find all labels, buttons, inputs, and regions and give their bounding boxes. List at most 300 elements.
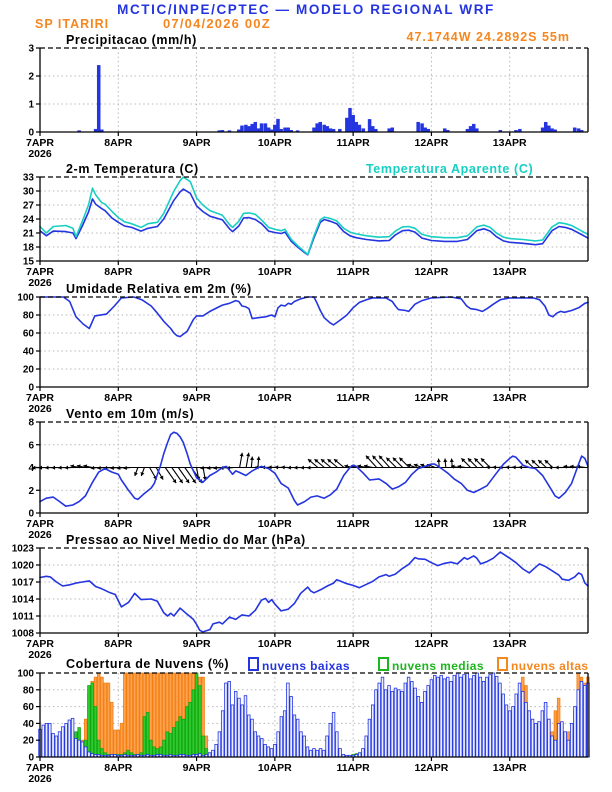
cloud-bar <box>94 707 97 757</box>
panel-title-precipitation: Precipitacao (mm/h) <box>66 33 197 47</box>
wind-arrowhead <box>300 466 303 470</box>
y-tick-label: 60 <box>22 702 34 714</box>
wind-arrowhead <box>257 457 261 461</box>
cloud-bar <box>130 673 133 757</box>
cloud-bar <box>280 717 283 757</box>
cloud-bar <box>150 740 153 757</box>
wind-arrowhead <box>250 457 254 461</box>
cloud-bar <box>104 683 107 757</box>
y-tick-label: 30 <box>22 186 34 198</box>
cloud-bar <box>270 749 273 757</box>
cloud-bar <box>110 702 113 757</box>
y-tick-label: 20 <box>22 364 34 376</box>
cloud-bar <box>440 676 443 757</box>
x-day-label: 12APR <box>414 762 449 774</box>
cloud-bar <box>319 749 322 757</box>
wind-arrowhead <box>110 466 114 470</box>
cloud-bar <box>564 732 567 757</box>
cloud-bar <box>156 673 159 757</box>
cloud-bar <box>71 718 74 757</box>
x-day-label: 10APR <box>257 518 292 530</box>
precip-bar <box>547 126 550 132</box>
x-day-label: 7APR <box>25 392 55 404</box>
x-year-label: 2026 <box>28 649 52 661</box>
x-day-label: 10APR <box>257 638 292 650</box>
precip-bar <box>352 115 355 132</box>
cloud-bar <box>303 736 306 757</box>
precip-bar <box>323 125 326 132</box>
precip-bar <box>319 122 322 132</box>
cloud-bar <box>309 750 312 757</box>
cloud-bar <box>557 723 560 757</box>
wind-arrowhead <box>549 465 552 469</box>
cloud-bar <box>179 717 182 757</box>
legend-label-mid: nuvens medias <box>392 659 484 673</box>
cloud-bar <box>476 673 479 757</box>
wind-arrowhead <box>555 465 558 469</box>
cloud-bar <box>528 711 531 757</box>
wind-arrowhead <box>281 465 284 469</box>
series-precipitation <box>78 65 584 132</box>
cloud-bar <box>544 702 547 757</box>
cloud-bar <box>322 750 325 757</box>
cloud-bar <box>326 736 329 757</box>
cloud-bar <box>182 719 185 757</box>
cloud-bar <box>306 747 309 757</box>
model-run-datetime: 07/04/2026 00Z <box>163 16 271 31</box>
cloud-bar <box>212 750 215 757</box>
y-tick-label: 24 <box>22 214 34 226</box>
wind-arrowhead <box>65 466 68 470</box>
y-tick-label: 100 <box>17 668 34 680</box>
cloud-bar <box>466 673 469 757</box>
x-year-label: 2026 <box>28 529 52 541</box>
cloud-bar <box>512 707 515 757</box>
wind-arrowhead <box>45 466 48 470</box>
precip-bar <box>355 122 358 132</box>
cloud-bar <box>133 673 136 757</box>
cloud-bar <box>388 686 391 757</box>
panel-title-apparent-temperature: Temperatura Aparente (C) <box>366 162 534 176</box>
cloud-bar <box>137 673 140 757</box>
y-tick-label: 27 <box>22 200 34 212</box>
cloud-bar <box>336 732 339 757</box>
y-tick-label: 80 <box>22 310 34 322</box>
series-wind-arrows <box>32 453 585 483</box>
x-day-label: 7APR <box>25 762 55 774</box>
cloud-bar <box>583 686 586 757</box>
cloud-bar <box>140 673 143 757</box>
cloud-bar <box>456 673 459 757</box>
precip-bar <box>244 125 247 132</box>
cloud-bar <box>287 683 290 757</box>
cloud-bar <box>91 683 94 757</box>
cloud-bar <box>166 732 169 757</box>
y-tick-label: 0 <box>28 127 34 139</box>
x-day-label: 8APR <box>104 762 133 774</box>
cloud-bar <box>107 683 110 757</box>
precip-bar <box>260 124 263 132</box>
precip-bar <box>417 122 420 132</box>
cloud-bar <box>508 711 511 757</box>
cloud-bar <box>567 740 570 757</box>
cloud-bar <box>169 733 172 757</box>
cloud-bar <box>124 673 127 757</box>
x-year-label: 2026 <box>28 403 52 415</box>
cloud-bar <box>313 749 316 757</box>
precip-bar <box>358 125 361 132</box>
cloud-bar <box>65 723 68 757</box>
y-tick-label: 3 <box>28 43 34 55</box>
cloud-bar <box>68 720 71 757</box>
cloud-bar <box>117 730 120 757</box>
panel-5 <box>12 544 588 662</box>
precip-bar <box>345 118 348 132</box>
cloud-bar <box>218 732 221 757</box>
y-tick-label: 1008 <box>11 628 34 640</box>
cloud-bar <box>411 681 414 757</box>
cloud-bar <box>254 732 257 757</box>
wind-arrowhead <box>307 466 310 470</box>
x-day-label: 12APR <box>414 392 449 404</box>
cloud-bar <box>296 719 299 757</box>
cloud-bar <box>499 683 502 757</box>
cloud-bar <box>84 747 87 757</box>
y-tick-label: 60 <box>22 328 34 340</box>
cloud-bar <box>52 733 55 757</box>
x-day-label: 13APR <box>492 392 527 404</box>
x-day-label: 9APR <box>182 518 211 530</box>
y-tick-label: 2 <box>28 71 34 83</box>
panel-4 <box>26 418 588 542</box>
cloud-bar <box>365 736 368 757</box>
cloud-bar <box>577 690 580 757</box>
cloud-bar <box>420 702 423 757</box>
cloud-bar <box>153 673 156 757</box>
x-day-label: 9APR <box>182 638 211 650</box>
cloud-bar <box>469 679 472 757</box>
wind-arrowhead <box>519 465 522 469</box>
precip-bar <box>421 124 424 132</box>
page-title: MCTIC/INPE/CPTEC — MODELO REGIONAL WRF <box>117 2 495 17</box>
cloud-bar <box>88 752 91 757</box>
y-tick-label: 0 <box>28 508 34 520</box>
precip-bar <box>251 124 254 132</box>
wind-arrowhead <box>493 465 496 469</box>
cloud-bar <box>561 722 564 757</box>
y-tick-label: 4 <box>28 463 34 474</box>
cloud-bar <box>202 736 205 757</box>
cloud-bar <box>473 676 476 757</box>
precip-bar <box>316 124 319 132</box>
cloud-bar <box>172 728 175 757</box>
cloud-bar <box>521 691 524 757</box>
cloud-bar <box>88 686 91 757</box>
cloud-bar <box>231 705 234 757</box>
cloud-bar <box>538 722 541 757</box>
wind-arrowhead <box>213 466 217 470</box>
cloud-bar <box>45 723 48 757</box>
series-line-blue <box>40 432 588 506</box>
cloud-bar <box>274 744 277 757</box>
x-day-label: 7APR <box>25 518 55 530</box>
y-tick-label: 0 <box>28 752 34 764</box>
cloud-bar <box>277 732 280 757</box>
x-day-label: 13APR <box>492 137 527 149</box>
cloud-bar <box>215 744 218 757</box>
wind-arrowhead <box>437 459 441 463</box>
x-year-label: 2026 <box>28 148 52 160</box>
cloud-bar <box>189 702 192 757</box>
cloud-bar <box>234 691 237 757</box>
cloud-bar <box>62 727 65 757</box>
wind-arrowhead <box>443 459 447 463</box>
cloud-bar <box>257 736 260 757</box>
x-day-label: 9APR <box>182 266 211 278</box>
y-tick-label: 40 <box>22 346 34 358</box>
cloud-bar <box>580 681 583 757</box>
precip-bar <box>276 119 279 132</box>
y-tick-label: 6 <box>28 440 34 452</box>
cloud-bar <box>391 691 394 757</box>
cloud-bar <box>433 676 436 757</box>
x-day-label: 8APR <box>104 266 133 278</box>
x-day-label: 10APR <box>257 762 292 774</box>
cloud-bar <box>414 688 417 757</box>
cloud-bar <box>228 681 231 757</box>
cloud-bar <box>489 675 492 757</box>
y-tick-label: 1020 <box>11 560 34 572</box>
y-tick-label: 40 <box>22 718 34 730</box>
cloud-bar <box>42 725 45 757</box>
cloud-bar <box>424 691 427 757</box>
cloud-bar <box>75 739 78 757</box>
x-day-label: 10APR <box>257 137 292 149</box>
x-day-label: 13APR <box>492 266 527 278</box>
cloud-bar <box>339 749 342 757</box>
cloud-bar <box>159 673 162 757</box>
precip-bar <box>254 122 257 132</box>
cloud-bar <box>251 719 254 757</box>
y-tick-label: 20 <box>22 735 34 747</box>
panel-title-wind: Vento em 10m (m/s) <box>66 407 195 421</box>
cloud-bar <box>535 723 538 757</box>
cloud-bar <box>329 723 332 757</box>
x-day-label: 7APR <box>25 638 55 650</box>
cloud-bar <box>195 673 198 757</box>
cloud-bar <box>554 740 557 757</box>
precip-bar <box>371 126 374 132</box>
cloud-bar <box>443 679 446 757</box>
x-day-label: 10APR <box>257 392 292 404</box>
x-day-label: 12APR <box>414 266 449 278</box>
precip-bar <box>264 124 267 132</box>
x-year-label: 2026 <box>28 277 52 289</box>
cloud-bar <box>430 680 433 757</box>
y-tick-label: 18 <box>22 242 34 254</box>
cloud-bar <box>143 717 146 757</box>
wind-arrowhead <box>506 465 509 469</box>
y-tick-label: 1 <box>28 99 34 111</box>
panel-title-pressure: Pressao ao Nivel Medio do Mar (hPa) <box>66 533 306 547</box>
cloud-bar <box>185 707 188 757</box>
cloud-bar <box>384 690 387 757</box>
x-day-label: 12APR <box>414 638 449 650</box>
wind-arrowhead <box>294 466 297 470</box>
series-line-blue <box>40 297 588 337</box>
cloud-bar <box>368 719 371 757</box>
cloud-bar <box>48 723 51 757</box>
panel-title-cloud-cover: Cobertura de Nuvens (%) <box>66 657 230 671</box>
cloud-bar <box>81 742 84 757</box>
cloud-bar <box>531 719 534 757</box>
cloud-bar <box>221 711 224 757</box>
y-tick-label: 1014 <box>11 594 34 606</box>
x-day-label: 11APR <box>336 518 370 530</box>
y-tick-label: 2 <box>28 485 34 497</box>
cloud-bar <box>463 675 466 757</box>
precip-bar <box>469 126 472 132</box>
wind-arrowhead <box>512 465 515 469</box>
wind-arrowhead <box>91 466 95 470</box>
x-day-label: 13APR <box>492 638 527 650</box>
cloud-bar <box>114 730 117 757</box>
x-day-label: 13APR <box>492 518 527 530</box>
cloud-bar <box>417 697 420 757</box>
cloud-bar <box>446 677 449 757</box>
cloud-bar <box>398 690 401 757</box>
cloud-bar <box>264 744 267 757</box>
x-day-label: 9APR <box>182 762 211 774</box>
precip-bar <box>273 125 276 132</box>
x-year-label: 2026 <box>28 773 52 785</box>
cloud-bar <box>78 740 81 757</box>
y-tick-label: 8 <box>28 417 34 429</box>
cloud-bar <box>55 736 58 757</box>
cloud-bar <box>300 732 303 757</box>
precip-bar <box>97 65 100 132</box>
cloud-bar <box>332 712 335 757</box>
cloud-bar <box>437 677 440 757</box>
x-day-label: 7APR <box>25 137 55 149</box>
cloud-bar <box>247 715 250 757</box>
cloud-bar <box>495 676 498 757</box>
y-tick-label: 1011 <box>12 611 34 623</box>
cloud-bar <box>120 723 123 757</box>
cloud-bar <box>371 705 374 757</box>
x-day-label: 8APR <box>104 518 133 530</box>
x-day-label: 12APR <box>414 137 449 149</box>
cloud-bar <box>225 683 228 757</box>
wind-arrowhead <box>450 459 454 463</box>
panel-6 <box>17 669 589 786</box>
cloud-bar <box>244 696 247 757</box>
wind-arrowhead <box>97 466 101 470</box>
series-line-blue <box>40 189 588 255</box>
x-day-label: 12APR <box>414 518 449 530</box>
x-day-label: 7APR <box>25 266 55 278</box>
cloud-bar <box>241 705 244 757</box>
cloud-bar <box>515 694 518 757</box>
y-tick-label: 33 <box>22 172 34 184</box>
x-day-label: 8APR <box>104 638 133 650</box>
precip-bar <box>544 122 547 132</box>
cloud-bar <box>453 676 456 757</box>
x-day-label: 10APR <box>257 266 292 278</box>
wind-arrowhead <box>52 466 55 470</box>
x-day-label: 11APR <box>336 392 370 404</box>
wind-arrowhead <box>123 466 127 470</box>
x-day-label: 11APR <box>336 266 370 278</box>
cloud-bar <box>238 698 241 757</box>
cloud-bar <box>492 673 495 757</box>
cloud-bar <box>362 749 365 757</box>
cloud-bar <box>283 711 286 757</box>
cloud-bar <box>427 686 430 757</box>
x-day-label: 9APR <box>182 392 211 404</box>
panel-1 <box>26 44 588 161</box>
panel-title-humidity: Umidade Relativa em 2m (%) <box>66 282 252 296</box>
cloud-bar <box>163 740 166 757</box>
cloud-bar <box>541 711 544 757</box>
precip-bar <box>240 126 243 132</box>
cloud-bar <box>502 694 505 757</box>
precip-bar <box>248 126 251 132</box>
cloud-bar <box>394 688 397 757</box>
cloud-bar <box>192 690 195 757</box>
cloud-bar <box>404 683 407 757</box>
cloud-bar <box>58 732 61 757</box>
x-day-label: 8APR <box>104 137 133 149</box>
y-tick-label: 100 <box>17 292 34 304</box>
cloud-bar <box>267 747 270 757</box>
cloud-bar <box>548 719 551 757</box>
cloud-bar <box>101 677 104 757</box>
wind-arrowhead <box>58 466 61 470</box>
cloud-bar <box>146 712 149 757</box>
x-day-label: 11APR <box>336 638 370 650</box>
wind-arrowhead <box>287 466 290 470</box>
cloud-bar <box>450 681 453 757</box>
y-tick-label: 15 <box>22 256 34 268</box>
precip-bar <box>326 126 329 132</box>
legend-label-low: nuvens baixas <box>262 659 350 673</box>
x-day-label: 13APR <box>492 762 527 774</box>
panel-2 <box>23 173 588 290</box>
cloud-bar <box>479 677 482 757</box>
precip-bar <box>472 124 475 132</box>
series-line-cyan <box>40 177 588 255</box>
cloud-bar <box>551 736 554 757</box>
x-day-label: 8APR <box>104 392 133 404</box>
cloud-bar <box>316 750 319 757</box>
station-coordinates: 47.1744W 24.2892S 55m <box>406 30 570 44</box>
series-line-blue <box>40 552 588 632</box>
cloud-bar <box>574 707 577 757</box>
panel-3 <box>17 293 588 416</box>
wind-arrowhead <box>207 466 211 470</box>
cloud-bar <box>570 723 573 757</box>
y-tick-label: 1017 <box>11 577 34 589</box>
wind-arrowhead <box>200 466 204 470</box>
cloud-bar <box>518 683 521 757</box>
cloud-bar <box>378 683 381 757</box>
cloud-bar <box>407 677 410 757</box>
precip-bar <box>368 119 371 132</box>
cloud-bar <box>486 677 489 757</box>
cloud-bar <box>459 677 462 757</box>
station-name: SP ITARIRI <box>35 17 110 31</box>
